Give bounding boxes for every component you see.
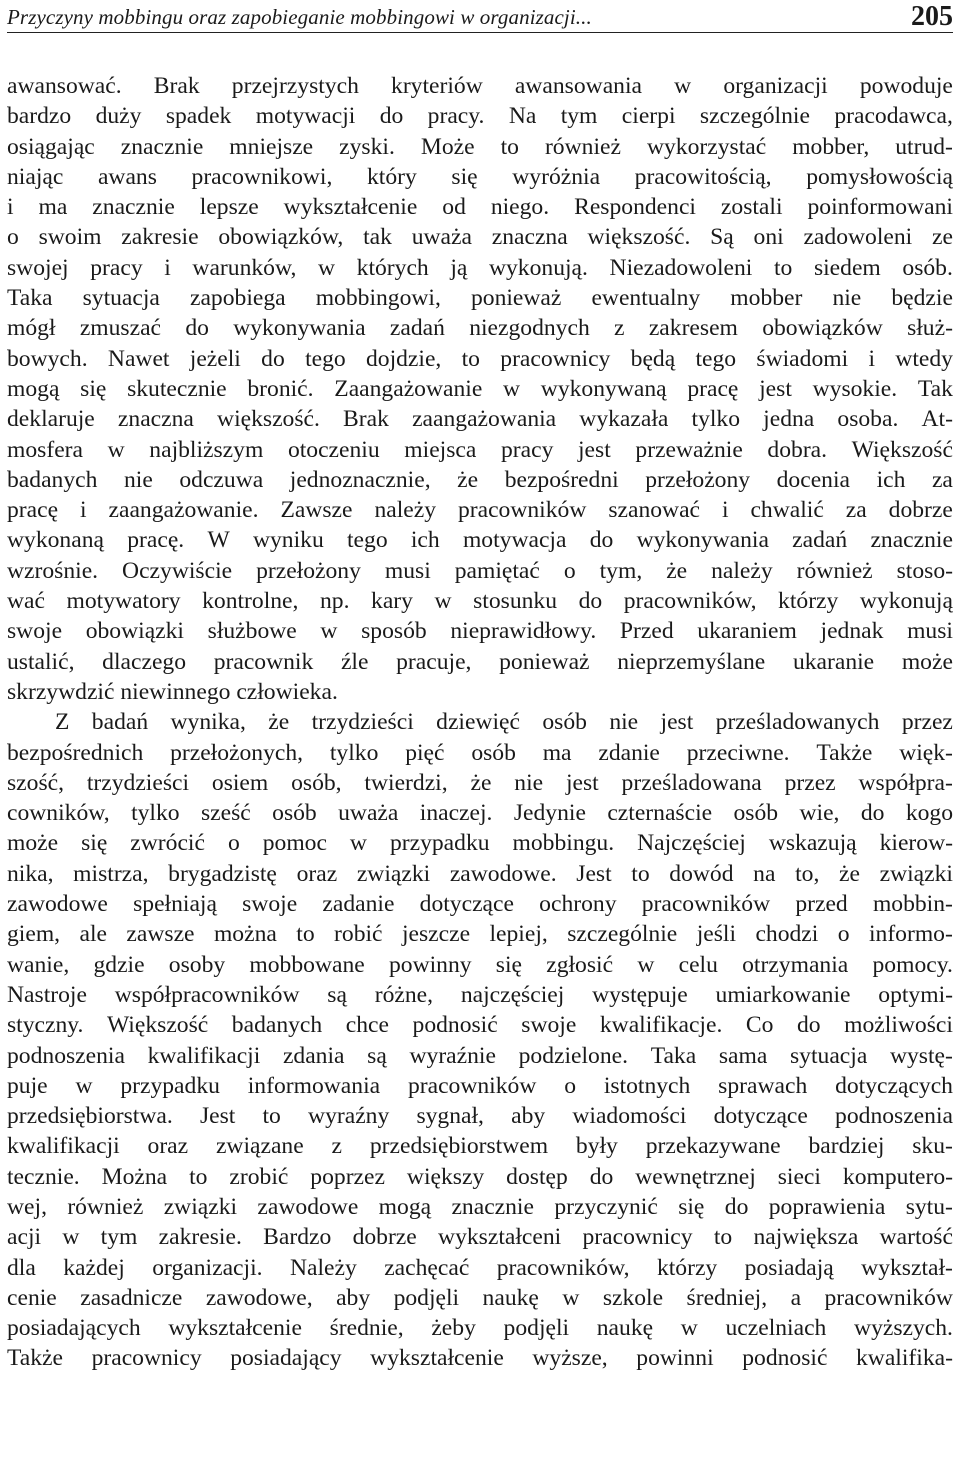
running-header-title: Przyczyny mobbingu oraz zapobieganie mobbingowi w organizacji...: [7, 5, 592, 29]
text-line: podnoszenia kwalifikacji zdania są wyraźnie podzielone. Taka sama sytuacja wystę-: [7, 1042, 953, 1069]
text-line: wanie, gdzie osoby mobbowane powinny się zgłosić w celu otrzymania pomocy.: [7, 951, 953, 978]
text-line: puje w przypadku informowania pracowników o istotnych sprawach dotyczących: [7, 1072, 953, 1099]
running-header: [7, 0, 953, 33]
text-line: Nastroje współpracowników są różne, najczęściej występuje umiarkowanie optymi-: [7, 981, 953, 1008]
document-page: [7, 0, 953, 1479]
text-line: cenie zasadnicze zawodowe, aby podjęli naukę w szkole średniej, a pracowników: [7, 1284, 953, 1311]
text-line: deklaruje znaczna większość. Brak zaangażowania wykazała tylko jedna osoba. At-: [7, 406, 953, 433]
text-line: dla każdej organizacji. Należy zachęcać pracowników, którzy posiadają wykształ-: [7, 1254, 953, 1281]
text-line: może się zwrócić o pomoc w przypadku mobbingu. Najczęściej wskazują kierow-: [7, 830, 953, 857]
text-line: kwalifikacji oraz związane z przedsiębiorstwem były przekazywane bardziej sku-: [7, 1133, 953, 1160]
text-line: Z badań wynika, że trzydzieści dziewięć osób nie jest prześladowanych przez: [55, 709, 953, 736]
body-text: [7, 71, 953, 1374]
text-line: tecznie. Można to zrobić poprzez większy dostęp do wewnętrznej sieci komputero-: [7, 1163, 953, 1190]
text-line: Taka sytuacja zapobiega mobbingowi, ponieważ ewentualny mobber nie będzie: [7, 285, 953, 312]
text-line: pracę i zaangażowanie. Zawsze należy pracowników szanować i chwalić za dobrze: [7, 497, 953, 524]
text-line: wać motywatory kontrolne, np. kary w stosunku do pracowników, którzy wykonują: [7, 588, 953, 615]
page-number: 205: [911, 1, 953, 32]
text-line: o swoim zakresie obowiązków, tak uważa znaczna większość. Są oni zadowoleni ze: [7, 224, 953, 251]
text-line: przedsiębiorstwa. Jest to wyraźny sygnał, aby wiadomości dotyczące podnoszenia: [7, 1103, 953, 1130]
text-line: swoje obowiązki służbowe w sposób nieprawidłowy. Przed ukaraniem jednak musi: [7, 618, 953, 645]
text-line: giem, ale zawsze można to robić jeszcze lepiej, szczególnie jeśli chodzi o informo-: [7, 921, 953, 948]
text-line: nika, mistrza, brygadzistę oraz związki zawodowe. Jest to dowód na to, że związki: [7, 860, 953, 887]
text-line: bowych. Nawet jeżeli do tego dojdzie, to pracownicy będą tego świadomi i wtedy: [7, 345, 953, 372]
text-line: wzrośnie. Oczywiście przełożony musi pamiętać o tym, że należy również stoso-: [7, 557, 953, 584]
text-line: skrzywdzić niewinnego człowieka.: [7, 678, 338, 705]
text-line: mógł zmuszać do wykonywania zadań niezgodnych z zakresem obowiązków służ-: [7, 315, 953, 342]
text-line: styczny. Większość badanych chce podnosić swoje kwalifikacje. Co do możliwości: [7, 1012, 953, 1039]
text-line: acji w tym zakresie. Bardzo dobrze wykształceni pracownicy to największa wartość: [7, 1224, 953, 1251]
text-line: zawodowe spełniają swoje zadanie dotyczące ochrony pracowników przed mobbin-: [7, 891, 953, 918]
text-line: ustalić, dlaczego pracownik źle pracuje, ponieważ nieprzemyślane ukaranie może: [7, 648, 953, 675]
text-line: swojej pracy i warunków, w których ją wykonują. Niezadowoleni to siedem osób.: [7, 254, 953, 281]
text-line: Także pracownicy posiadający wykształcenie wyższe, powinni podnosić kwalifika-: [7, 1345, 953, 1372]
text-line: szość, trzydzieści osiem osób, twierdzi, że nie jest prześladowana przez współpra-: [7, 769, 953, 796]
text-line: niając awans pracownikowi, który się wyróżnia pracowitością, pomysłowością: [7, 163, 953, 190]
text-line: cowników, tylko sześć osób uważa inaczej. Jedynie czternaście osób wie, do kogo: [7, 800, 953, 827]
text-line: osiągając znacznie mniejsze zyski. Może to również wykorzystać mobber, utrud-: [7, 133, 953, 160]
text-line: wykonaną pracę. W wyniku tego ich motywacja do wykonywania zadań znacznie: [7, 527, 953, 554]
text-line: mogą się skutecznie bronić. Zaangażowanie w wykonywaną pracę jest wysokie. Tak: [7, 375, 953, 402]
text-line: badanych nie odczuwa jednoznacznie, że bezpośredni przełożony docenia ich za: [7, 466, 953, 493]
text-line: bezpośrednich przełożonych, tylko pięć osób ma zdanie przeciwne. Także więk-: [7, 739, 953, 766]
text-line: mosfera w najbliższym otoczeniu miejsca pracy jest przeważnie dobra. Większość: [7, 436, 953, 463]
text-line: wej, również związki zawodowe mogą znacznie przyczynić się do poprawienia sytu-: [7, 1193, 953, 1220]
text-line: awansować. Brak przejrzystych kryteriów awansowania w organizacji powoduje: [7, 73, 953, 99]
text-line: i ma znacznie lepsze wykształcenie od niego. Respondenci zostali poinformowani: [7, 194, 953, 221]
text-line: bardzo duży spadek motywacji do pracy. Na tym cierpi szczególnie pracodawca,: [7, 103, 953, 130]
text-line: posiadających wykształcenie średnie, żeby podjęli naukę w uczelniach wyższych.: [7, 1315, 953, 1342]
